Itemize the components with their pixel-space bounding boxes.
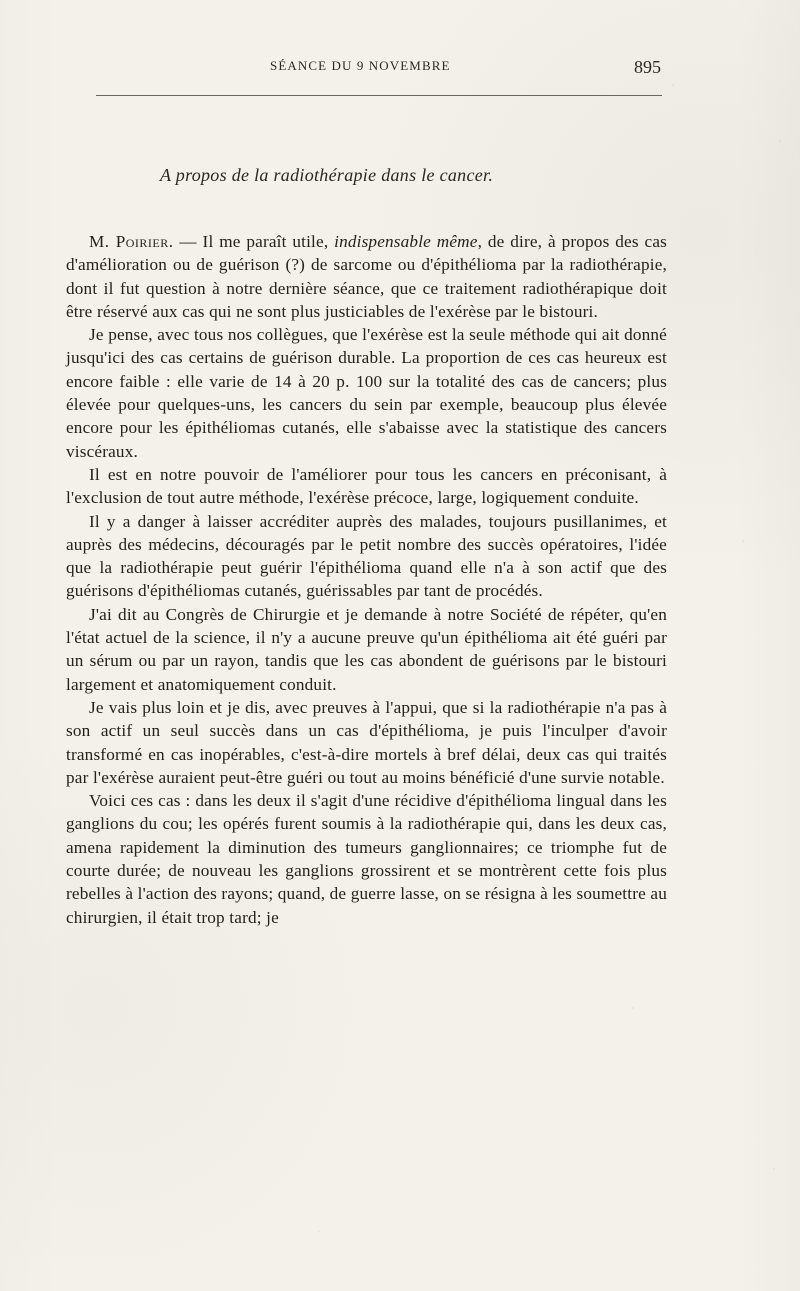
running-head: SÉANCE DU 9 NOVEMBRE xyxy=(270,58,451,73)
page-number: 895 xyxy=(634,57,661,77)
paragraph-1-text-end: , de dire, à propos des cas d'amélioration ou de guérison (?) de sarcome ou d'épithélioma par la radiothérapie, dont il fut question à notre dernière séance, que ce traitement radiothérapique doit être réservé aux cas qui ne sont plus justiciables de l'exérèse par le bistouri. xyxy=(66,232,667,321)
paragraph-4: Il y a danger à laisser accréditer auprès des malades, toujours pusillanimes, et auprès des médecins, découragés par le petit nombre des succès opératoires, l'idée que la radiothérapie peut guérir l'épithélioma quand elle n'a à son actif que des guérisons d'épithéliomas cutanés, guérissables par tant de procédés. xyxy=(66,511,667,601)
paragraph-3: Il est en notre pouvoir de l'améliorer pour tous les cancers en préconisant, à l'exclusion de tout autre méthode, l'exérèse précoce, large, logiquement conduite. xyxy=(66,464,667,508)
page-header xyxy=(96,58,661,86)
article-body xyxy=(66,230,667,929)
paragraph-2: Je pense, avec tous nos collègues, que l'exérèse est la seule méthode qui ait donné jusqu'ici des cas certains de guérison durable. La proportion de ces cas heureux est encore faible : elle varie de 14 à 20 p. 100 sur la totalité des cas de cancers; plus élevée pour quelques-uns, les cancers du sein par exemple, beaucoup plus élevée encore pour les épithéliomas cutanés, elle s'abaisse avec la statistique des cancers viscéraux. xyxy=(66,325,667,461)
paragraph-1-text-start: — Il me paraît utile, xyxy=(173,232,335,251)
emphasis-text: indispensable même xyxy=(334,232,478,251)
paragraph-5: J'ai dit au Congrès de Chirurgie et je demande à notre Société de répéter, qu'en l'état actuel de la science, il n'y a aucune preuve qu'un épithélioma ait été guéri par un sérum ou par un rayon, tandis que les cas abondent de guérisons par le bistouri largement et anatomiquement conduit. xyxy=(66,604,667,694)
paragraph-6: Je vais plus loin et je dis, avec preuves à l'appui, que si la radiothérapie n'a pas à son actif un seul succès dans un cas d'épithélioma, je puis l'inculper d'avoir transformé en cas inopérables, c'est-à-dire mortels à bref délai, deux cas qui traités par l'exérèse auraient peut-être guéri ou tout au moins bénéficié d'une survie notable. xyxy=(66,697,667,787)
paragraph-7: Voici ces cas : dans les deux il s'agit d'une récidive d'épithélioma lingual dans les ganglions du cou; les opérés furent soumis à la radiothérapie qui, dans les deux cas, amena rapidement la diminution des tumeurs ganglionnaires; ce triomphe fut de courte durée; de nouveau les ganglions grossirent et se montrèrent cette fois plus rebelles à l'action des rayons; quand, de guerre lasse, on se résigna à les soumettre au chirurgien, il était trop tard; je xyxy=(66,791,667,927)
header-rule xyxy=(96,95,662,96)
speaker-name: M. Poirier. xyxy=(89,232,174,251)
section-title: A propos de la radiothérapie dans le cancer. xyxy=(160,165,494,185)
paragraph-1 xyxy=(66,230,667,323)
